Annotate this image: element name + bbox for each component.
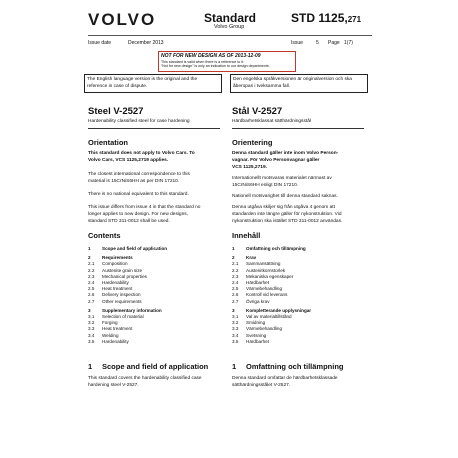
toc-item-text: Forging — [102, 320, 118, 326]
standard-number-version: 271 — [347, 15, 362, 24]
english-para2: There is no national equivalent to this standard. — [88, 192, 189, 197]
swedish-orientation-text-2: vagnar. För Volvo Personvagnar gäller — [232, 158, 320, 163]
toc-item-number: 2.7 — [232, 298, 239, 304]
toc-item-number: 2.5 — [232, 286, 239, 292]
toc-item-number: 3 — [88, 307, 91, 313]
toc-item-number: 3.2 — [88, 320, 95, 326]
toc-item-number: 3 — [232, 307, 235, 313]
toc-item-text: Mechanical properties — [102, 273, 147, 279]
toc-item-text: Supplementary information — [102, 307, 162, 313]
not-for-new-design-notice — [158, 51, 296, 72]
toc-item-text: Heat treatment — [102, 326, 133, 332]
page-label: Page — [328, 40, 340, 46]
toc-item-text: Omfattning och tillämpning — [246, 246, 306, 251]
english-para1-line-1: The closest international correspondence to this — [88, 172, 190, 177]
issue-date-label: Issue date — [88, 40, 112, 46]
toc-item-text: Requirements — [102, 255, 133, 261]
english-scope-number: 1 — [88, 362, 93, 371]
toc-item-text: Delivery inspection — [102, 292, 141, 298]
toc-item-number: 2.5 — [88, 286, 95, 292]
toc-item-text: Mekaniska egenskaper — [246, 273, 294, 279]
english-orientation-text-1: This standard does not apply to Volvo Cars. To — [88, 151, 195, 156]
swedish-para3-line-3: nykonstruktion ska istället STD 311-0012 användas. — [232, 219, 343, 224]
toc-item-number: 1 — [232, 246, 235, 251]
toc-item-number: 3.1 — [88, 314, 95, 319]
toc-item-text: Heat treatment — [102, 286, 133, 292]
toc-item-number: 1 — [88, 246, 91, 251]
toc-item-text: Härdbarhet — [246, 338, 269, 344]
toc-item-text: Austenitkornstorlek — [246, 267, 286, 273]
swedish-title: Stål V-2527 — [232, 106, 283, 117]
language-notice-en-line-1: The English language version is the original and the — [87, 77, 198, 82]
language-notice-en-line-2: reference in case of dispute. — [87, 84, 148, 89]
toc-item-number: 3.2 — [232, 320, 239, 326]
toc-item-number: 3.4 — [88, 332, 95, 338]
standard-number-main: STD 1125, — [291, 11, 348, 25]
english-title: Steel V-2527 — [88, 106, 144, 117]
language-notice-sv-line-1: Den engelska språkversionen är originalversion och ska — [233, 77, 352, 82]
toc-item-number: 2.6 — [88, 292, 95, 298]
english-scope-heading: Scope and field of application — [102, 362, 209, 371]
swedish-scope-number: 1 — [232, 362, 237, 371]
toc-item-text: Austenite grain size — [102, 267, 143, 273]
swedish-subtitle: Härdbarhetsklassat sätthärdningsstål — [232, 119, 311, 124]
english-orientation-heading: Orientation — [88, 138, 129, 147]
english-para3-line-3: standard STD 311-0012 shall be used. — [88, 219, 170, 224]
toc-item-text: Other requirements — [102, 298, 142, 304]
swedish-para1-line-1: Internationellt motsvaras materialet närmast av — [232, 176, 332, 181]
toc-item-text: Övriga krav — [246, 298, 270, 304]
toc-item-text: Selection of material — [102, 314, 144, 319]
swedish-title-rule — [232, 128, 364, 129]
toc-item-number: 3.4 — [232, 332, 239, 338]
swedish-para3-line-2: standarden inte längre gäller för nykonstruktion. Vid — [232, 212, 342, 217]
toc-item-text: Val av materialtillstånd — [246, 314, 292, 319]
toc-item-text: Krav — [246, 255, 257, 261]
toc-item-text: Scope and field of application — [102, 246, 168, 251]
swedish-para3-line-1: Denna utgåva skiljer sig från utgåva 4 genom att — [232, 205, 335, 210]
language-notice-sv-line-2: åberopas i tveksamma fall. — [233, 84, 291, 89]
swedish-contents-heading: Innehåll — [232, 231, 261, 240]
toc-item-number: 3.1 — [232, 314, 239, 319]
swedish-para1-line-2: 15CrNiS6HH enligt DIN 17210. — [232, 183, 299, 188]
page-value: 1(7) — [344, 40, 353, 46]
issue-label: Issue — [291, 40, 303, 46]
swedish-orientation-text-3: VCS 1125,2719. — [232, 165, 267, 170]
toc-item-number: 2.1 — [88, 261, 95, 267]
toc-item-number: 2 — [232, 255, 235, 261]
toc-item-number: 2.1 — [232, 261, 239, 267]
swedish-orientation-text-1: Denna standard gäller inte inom Volvo Person- — [232, 151, 339, 156]
swedish-scope-line-2: sätthärdningsstålet V-2527. — [232, 383, 291, 388]
toc-item-number: 2.3 — [88, 273, 95, 279]
toc-item-number: 3.5 — [232, 338, 239, 344]
toc-item-number: 2.2 — [232, 267, 239, 273]
issue-date-value: December 2013 — [128, 40, 164, 46]
toc-item-number: 2 — [88, 255, 91, 261]
notice-line-1: This standard is valid when there is a reference to it. — [161, 60, 245, 64]
english-scope-line-1: This standard covers the hardenability classified case — [88, 376, 202, 381]
group-label: Volvo Group — [214, 24, 245, 30]
toc-item-text: Värmebehandling — [246, 286, 283, 292]
toc-item-text: Kompletterande upplysningar — [246, 307, 312, 313]
toc-item-number: 2.2 — [88, 267, 95, 273]
english-title-rule — [88, 128, 220, 129]
english-para1-line-2: material is 15CrNiS6HH as per DIN 17210. — [88, 179, 180, 184]
toc-item-text: Härdbarhet — [246, 280, 269, 285]
toc-item-text: Sammansättning — [246, 261, 281, 267]
english-scope-line-2: hardening steel V-2527. — [88, 383, 139, 388]
swedish-para2: Nationell motsvarighet till denna standard saknas. — [232, 194, 338, 199]
notice-title: NOT FOR NEW DESIGN AS OF 2013-12-09 — [161, 53, 261, 59]
standard-label: Standard — [204, 11, 257, 25]
english-contents-heading: Contents — [88, 231, 121, 240]
toc-item-number: 2.7 — [88, 298, 95, 304]
toc-item-number: 2.3 — [232, 273, 239, 279]
toc-item-text: Hardenability — [102, 280, 129, 285]
english-subtitle: Hardenability classified steel for case hardening — [88, 119, 190, 124]
language-notice-english — [84, 74, 222, 93]
swedish-orientation-heading: Orientering — [232, 138, 273, 147]
toc-item-text: Smidning — [246, 320, 266, 326]
swedish-scope-line-1: Denna standard omfattar de härdbarhetsklassade — [232, 376, 338, 381]
toc-item-text: Svetsning — [246, 332, 267, 338]
notice-line-2: "Not for new design" is only an indication to our design departments. — [161, 64, 270, 68]
toc-item-number: 2.4 — [232, 280, 239, 285]
toc-item-text: Hardenability — [102, 338, 129, 344]
header-divider — [88, 35, 372, 36]
toc-item-number: 3.3 — [88, 326, 95, 332]
toc-item-number: 3.5 — [88, 338, 95, 344]
language-notice-swedish — [230, 74, 368, 93]
toc-item-number: 2.6 — [232, 292, 239, 298]
toc-item-number: 3.3 — [232, 326, 239, 332]
volvo-logo: VOLVO — [88, 10, 157, 29]
standard-number — [291, 11, 361, 25]
english-para3-line-1: This issue differs from issue 4 in that the standard no — [88, 205, 201, 210]
toc-item-text: Composition — [102, 261, 128, 267]
toc-item-text: Värmebehandling — [246, 326, 283, 332]
english-para3-line-2: longer applies to new design. For new designs, — [88, 212, 188, 217]
issue-value: 5 — [316, 40, 319, 46]
toc-item-text: Kontroll vid leverans — [246, 292, 288, 298]
english-orientation-text-2: Volvo Cars, VCS 1125,2719 applies. — [88, 158, 169, 163]
toc-item-text: Welding — [102, 332, 119, 338]
swedish-scope-heading: Omfattning och tillämpning — [246, 362, 344, 371]
toc-item-number: 2.4 — [88, 280, 95, 285]
